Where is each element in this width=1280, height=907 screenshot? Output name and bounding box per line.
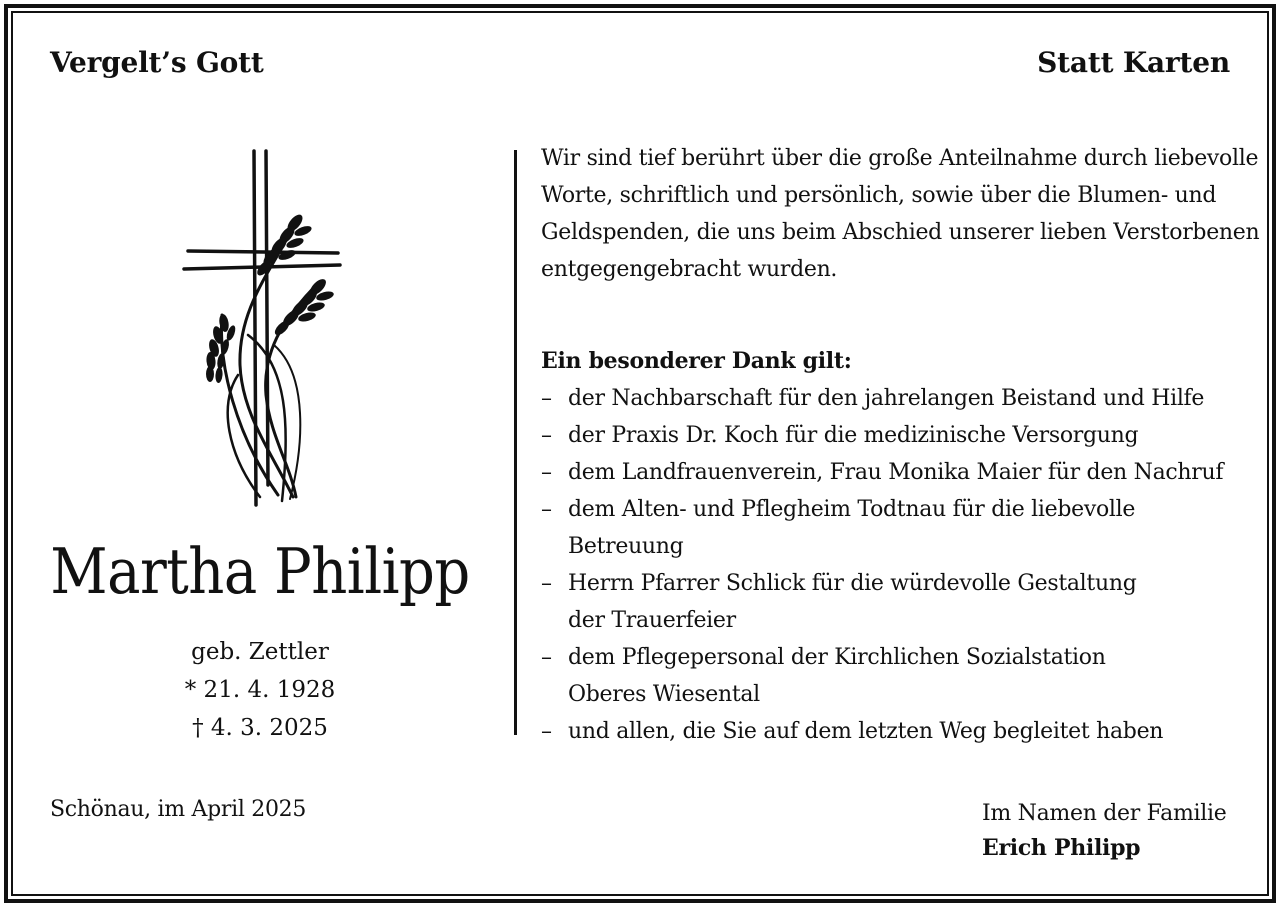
signature-line: Im Namen der Familie [982,801,1227,826]
thanks-title: Ein besonderer Dank gilt: [541,348,852,374]
thanks-list-item [541,639,1241,713]
intro-line: Worte, schriftlich und persönlich, sowie über die Blumen- und [541,183,1217,208]
thanks-item-line: und allen, die Sie auf dem letzten Weg begleitet haben [568,719,1164,744]
dash-bullet: – [541,386,552,411]
header-left-text: Vergelt’s Gott [50,46,264,79]
thanks-item-text [568,380,1204,417]
intro-paragraph [541,140,1260,288]
cross-with-wheat-icon [178,145,348,515]
thanks-list-item [541,565,1241,639]
thanks-list-item [541,380,1241,417]
intro-line: Geldspenden, die uns beim Abschied unserer lieben Verstorbenen [541,220,1260,245]
thanks-item-line: Oberes Wiesental [568,682,760,707]
thanks-item-line: dem Pflegepersonal der Kirchlichen Sozialstation [568,645,1106,670]
intro-line: Wir sind tief berührt über die große Anteilnahme durch liebevolle [541,146,1259,171]
thanks-item-text [568,565,1136,639]
thanks-list-item [541,713,1241,750]
thanks-item-line: Betreuung [568,534,684,559]
place-date: Schönau, im April 2025 [50,797,307,822]
thanks-list-item [541,417,1241,454]
thanks-item-text [568,417,1138,454]
thanks-item-text [568,454,1223,491]
thanks-item-text [568,639,1106,713]
dash-bullet: – [541,497,552,522]
dash-bullet: – [541,645,552,670]
thanks-item-text [568,491,1135,565]
dash-bullet: – [541,423,552,448]
dash-bullet: – [541,460,552,485]
intro-line: entgegengebracht wurden. [541,257,838,282]
thanks-list-item [541,491,1241,565]
thanks-list [541,380,1241,750]
birth-date: * 21. 4. 1928 [184,677,336,703]
thanks-item-line: dem Landfrauenverein, Frau Monika Maier für den Nachruf [568,460,1224,485]
thanks-item-text [568,713,1163,750]
signature-block [982,797,1226,865]
signer-name: Erich Philipp [982,835,1141,861]
thanks-item-line: der Praxis Dr. Koch für die medizinische Versorgung [568,423,1139,448]
dash-bullet: – [541,719,552,744]
thanks-list-item [541,454,1241,491]
thanks-item-line: der Trauerfeier [568,608,736,633]
dash-bullet: – [541,571,552,596]
deceased-vitals [50,633,470,747]
header-right-text: Statt Karten [1037,46,1230,79]
thanks-item-line: Herrn Pfarrer Schlick für die würdevolle Gestaltung [568,571,1137,596]
thanks-item-line: dem Alten- und Pflegheim Todtnau für die liebevolle [568,497,1136,522]
death-date: † 4. 3. 2025 [192,715,328,741]
message-block [541,140,1260,750]
deceased-name: Martha Philipp [50,536,470,609]
thanks-item-line: der Nachbarschaft für den jahrelangen Beistand und Hilfe [568,386,1205,411]
vertical-divider [514,150,517,735]
maiden-name: geb. Zettler [191,639,329,665]
